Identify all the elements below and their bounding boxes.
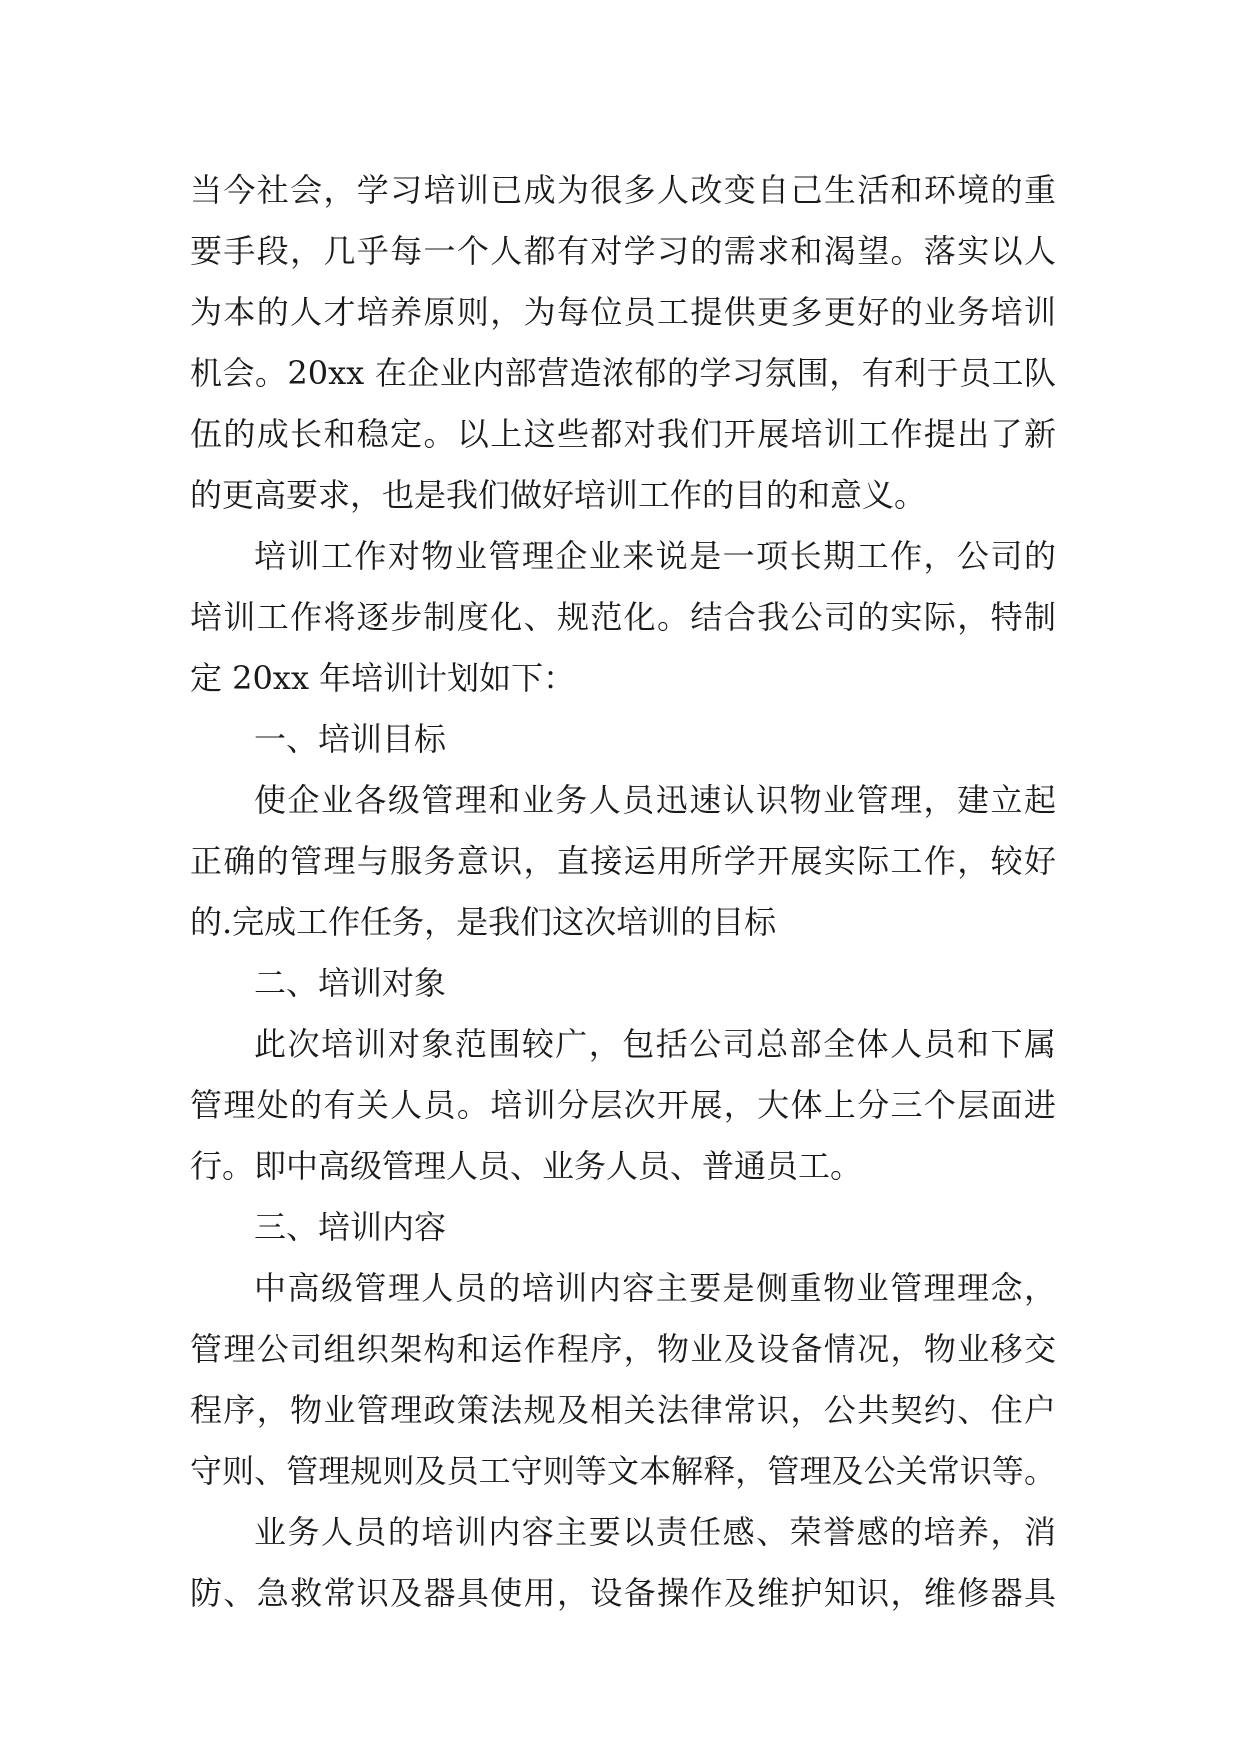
text-line: 此次培训对象范围较广，包括公司总部全体人员和下属: [254, 1025, 1056, 1063]
document-body: [190, 160, 1056, 1624]
text-line: 培训工作将逐步制度化、规范化。结合我公司的实际，特制: [190, 598, 1056, 636]
section-heading: 二、培训对象: [254, 964, 447, 1002]
text-line: 守则、管理规则及员工守则等文本解释，管理及公关常识等。: [190, 1452, 1056, 1490]
text-line: 为本的人才培养原则，为每位员工提供更多更好的业务培训: [190, 293, 1056, 331]
text-line: 防、急救常识及器具使用，设备操作及维护知识，维修器具: [190, 1574, 1056, 1612]
text-line: 使企业各级管理和业务人员迅速认识物业管理，建立起: [254, 781, 1056, 819]
text-line: 培训工作对物业管理企业来说是一项长期工作，公司的: [254, 537, 1056, 575]
text-line: 定 20xx 年培训计划如下：: [190, 659, 576, 697]
text-line: 管理处的有关人员。培训分层次开展，大体上分三个层面进: [190, 1086, 1056, 1124]
text-line: 当今社会，学习培训已成为很多人改变自己生活和环境的重: [190, 171, 1056, 209]
text-line: 要手段，几乎每一个人都有对学习的需求和渴望。落实以人: [190, 232, 1056, 270]
text-line: 中高级管理人员的培训内容主要是侧重物业管理理念，: [254, 1269, 1056, 1307]
text-line: 正确的管理与服务意识，直接运用所学开展实际工作，较好: [190, 842, 1056, 880]
text-line: 程序，物业管理政策法规及相关法律常识，公共契约、住户: [190, 1391, 1056, 1429]
text-line: 的更高要求，也是我们做好培训工作的目的和意义。: [190, 476, 927, 514]
section-heading: 三、培训内容: [254, 1208, 447, 1246]
text-line: 伍的成长和稳定。以上这些都对我们开展培训工作提出了新: [190, 415, 1056, 453]
text-line: 的.完成工作任务，是我们这次培训的目标: [190, 903, 777, 941]
text-line: 行。即中高级管理人员、业务人员、普通员工。: [190, 1147, 863, 1185]
text-line: 管理公司组织架构和运作程序，物业及设备情况，物业移交: [190, 1330, 1056, 1368]
section-heading: 一、培训目标: [254, 720, 447, 758]
text-line: 业务人员的培训内容主要以责任感、荣誉感的培养，消: [254, 1513, 1056, 1551]
text-line: 机会。20xx 在企业内部营造浓郁的学习氛围，有利于员工队: [190, 354, 1056, 392]
